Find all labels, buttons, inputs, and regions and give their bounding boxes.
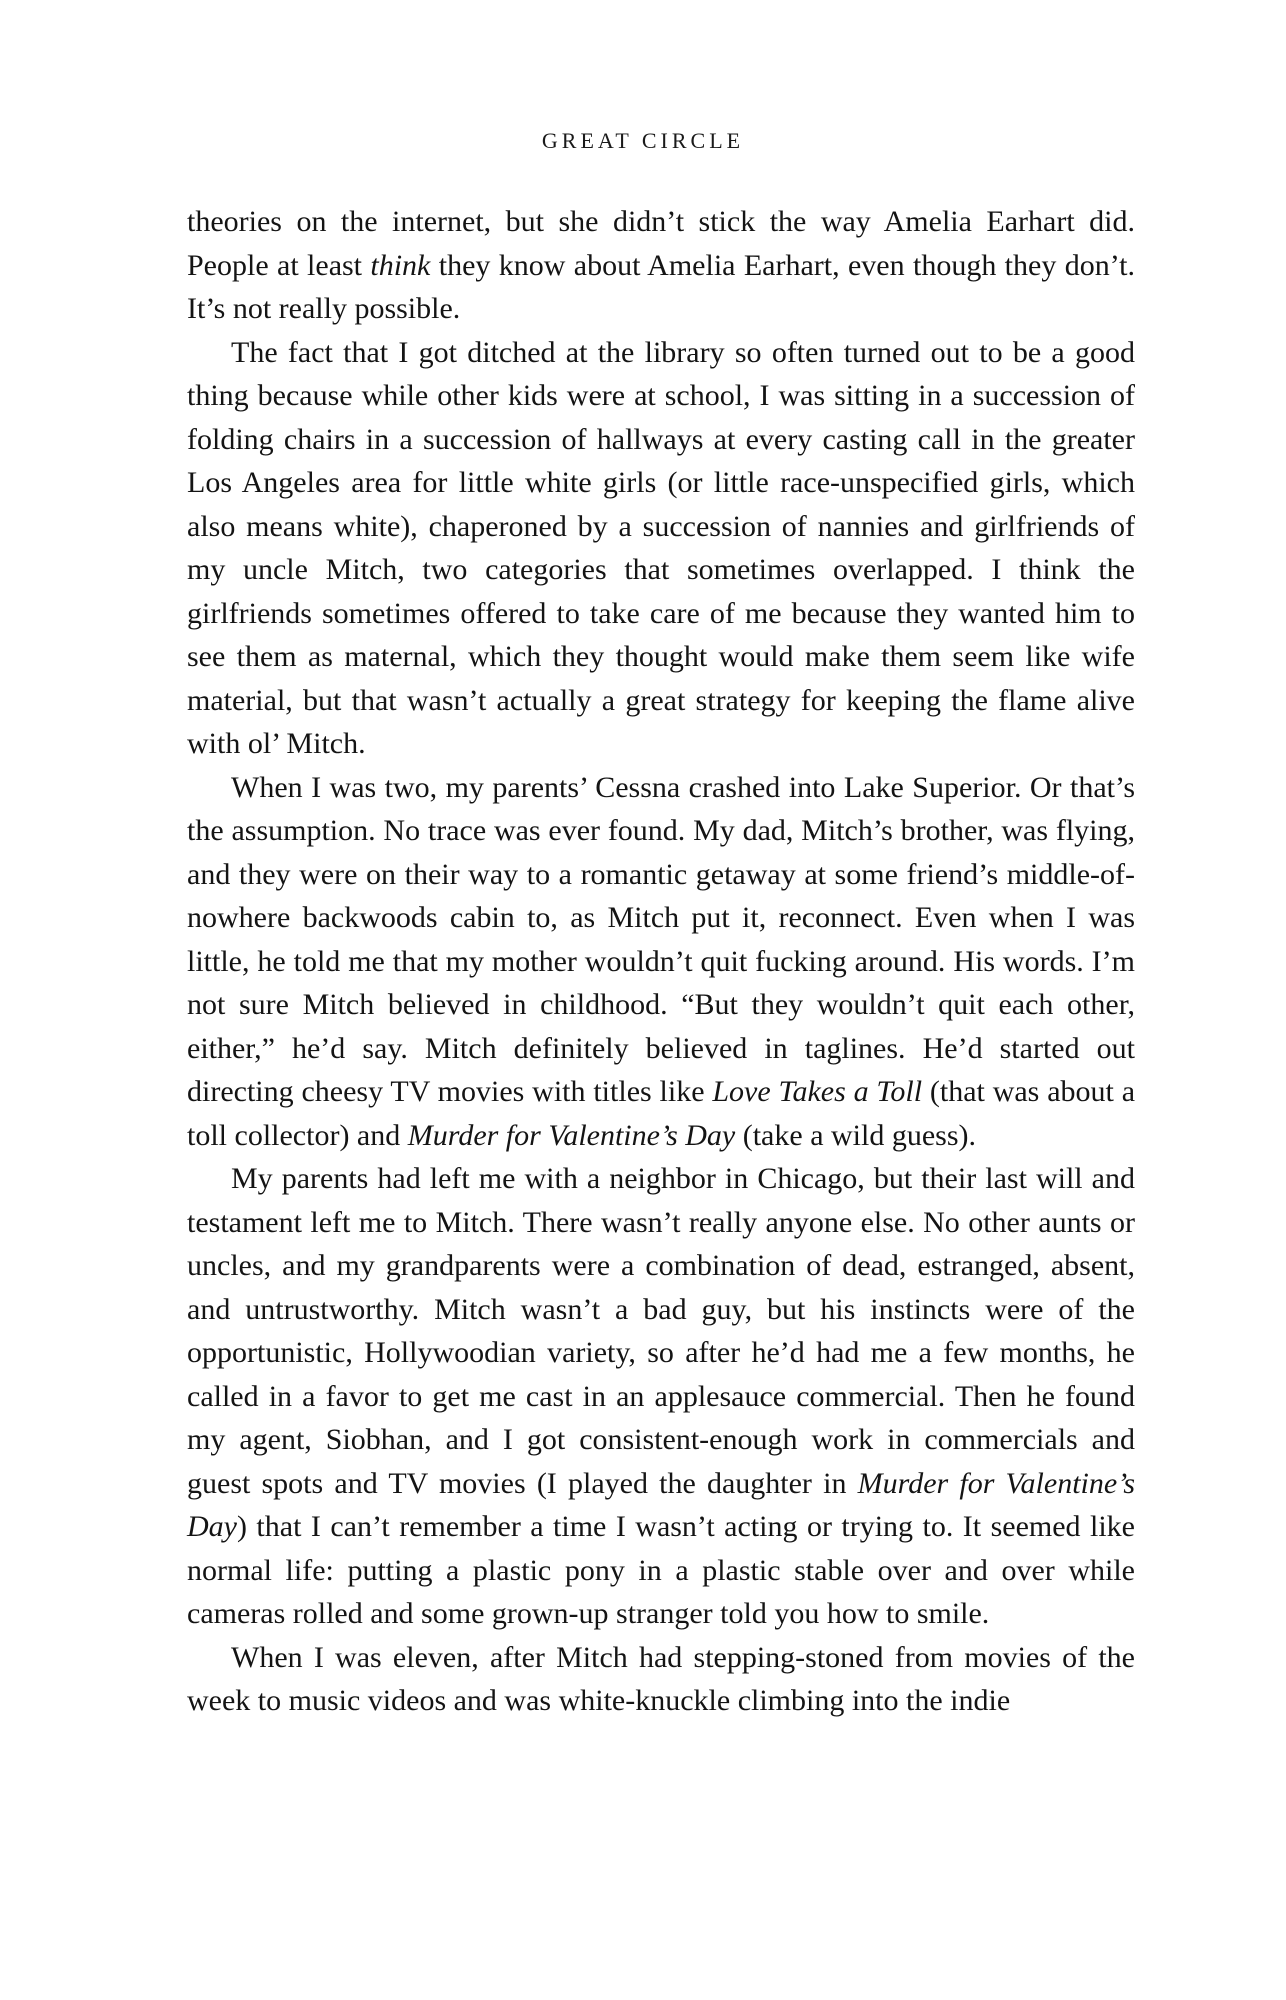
paragraph-text: they know about Amelia Earhart, even though they don’t. It’s not really possible. (187, 248, 1135, 325)
paragraph (187, 1157, 1135, 1636)
body-text (187, 200, 1135, 1723)
italic-title: think (370, 248, 431, 282)
paragraph-text: The fact that I got ditched at the library so often turned out to be a good thing because while other kids were at school, I was sitting in a succession of folding chairs in a succession of hallways at every casting call in the greater Los Angeles area for little white girls (or little race-unspecified girls, which also means white), chaperoned by a succession of nannies and girlfriends of my uncle Mitch, two categories that sometimes overlapped. I think the girlfriends sometimes offered to take care of me because they wanted him to see them as maternal, which they thought would make them seem like wife material, but that wasn’t actually a great strategy for keeping the flame alive with ol’ Mitch. (187, 335, 1135, 760)
paragraph-text: My parents had left me with a neighbor in Chicago, but their last will and testament left me to Mitch. There wasn’t really anyone else. No other aunts or uncles, and my grandparents were a combination of dead, estranged, absent, and untrustworthy. Mitch wasn’t a bad guy, but his instincts were of the opportunistic, Hollywoodian variety, so after he’d had me a few months, he called in a favor to get me cast in an applesauce commercial. Then he found my agent, Siobhan, and I got consistent-enough work in commercials and guest spots and TV movies (I played the daughter in (187, 1162, 1135, 1500)
paragraph (187, 1636, 1135, 1723)
paragraph-text: ) that I can’t remember a time I wasn’t acting or trying to. It seemed like normal life: putting a plastic pony in a plastic stable over and over while cameras rolled and some grown-up stranger told you how to smile. (187, 1510, 1135, 1630)
paragraph (187, 331, 1135, 766)
italic-title: Love Takes a Toll (712, 1075, 923, 1108)
running-head: GREAT CIRCLE (541, 128, 745, 153)
paragraph-text: theories on the internet, but she didn’t stick the way Amelia Earhart did. People at least (187, 205, 1135, 282)
paragraph (187, 766, 1135, 1158)
paragraph-text: When I was eleven, after Mitch had stepping-stoned from movies of the week to music videos and was white-knuckle climbing into the indie (187, 1640, 1135, 1717)
paragraph (187, 200, 1135, 331)
paragraph-text: (that was about a toll collector) and (187, 1075, 1136, 1152)
italic-title: Murder for Valentine’s Day (407, 1118, 736, 1152)
italic-title: Murder for Valentine’s Day (187, 1466, 1135, 1543)
paragraph-text: (take a wild guess). (735, 1118, 976, 1152)
paragraph-text: When I was two, my parents’ Cessna crashed into Lake Superior. Or that’s the assumption. No trace was ever found. My dad, Mitch’s brother, was flying, and they were on their way to a romantic getaway at some friend’s middle-of-nowhere backwoods cabin to, as Mitch put it, reconnect. Even when I was little, he told me that my mother wouldn’t quit fucking around. His words. I’m not sure Mitch believed in childhood. “But they wouldn’t quit each other, either,” he’d say. Mitch definitely believed in taglines. He’d started out directing cheesy TV movies with titles like (187, 770, 1135, 1108)
